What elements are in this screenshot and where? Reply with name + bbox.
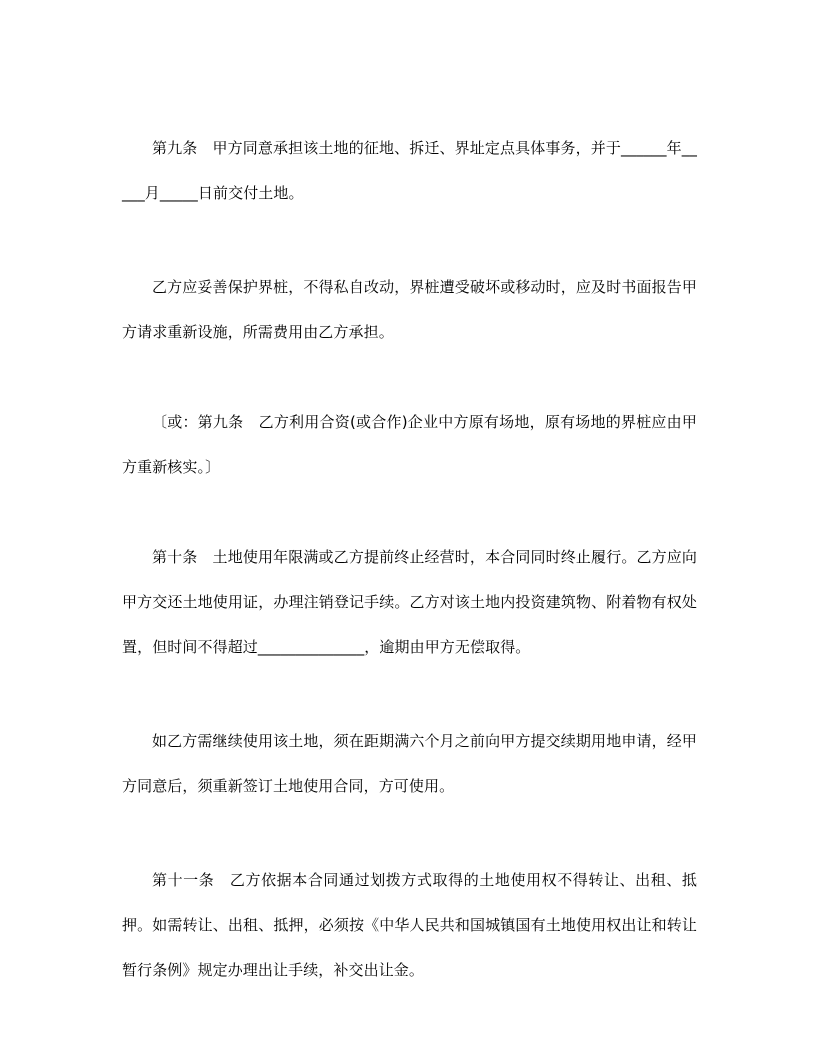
paragraph-renewal: 如乙方需继续使用该土地，须在距期满六个月之前向甲方提交续期用地申请，经甲方同意后，须重新签订土地使用合同，方可使用。	[122, 732, 697, 795]
paragraph-article-9: 第九条 甲方同意承担该土地的征地、拆迁、界址定点具体事务，并于______年_____月_____日前交付土地。	[122, 139, 697, 202]
document-body	[122, 126, 697, 993]
paragraph-article-11: 第十一条 乙方依据本合同通过划拨方式取得的土地使用权不得转让、出租、抵押。如需转让、出租、抵押，必须按《中华人民共和国城镇国有土地使用权出让和转让暂行条例》规定办理出让手续，补交出让金。	[122, 871, 697, 979]
paragraph-boundary-stakes: 乙方应妥善保护界桩，不得私自改动，界桩遭受破坏或移动时，应及时书面报告甲方请求重新设施，所需费用由乙方承担。	[122, 278, 697, 341]
paragraph-article-9-alternative: 〔或：第九条 乙方利用合资(或合作)企业中方原有场地，原有场地的界桩应由甲方重新核实。〕	[122, 413, 697, 476]
paragraph-article-10: 第十条 土地使用年限满或乙方提前终止经营时，本合同同时终止履行。乙方应向甲方交还土地使用证，办理注销登记手续。乙方对该土地内投资建筑物、附着物有权处置，但时间不得超过______________，逾期由甲方无偿取得。	[122, 548, 697, 656]
